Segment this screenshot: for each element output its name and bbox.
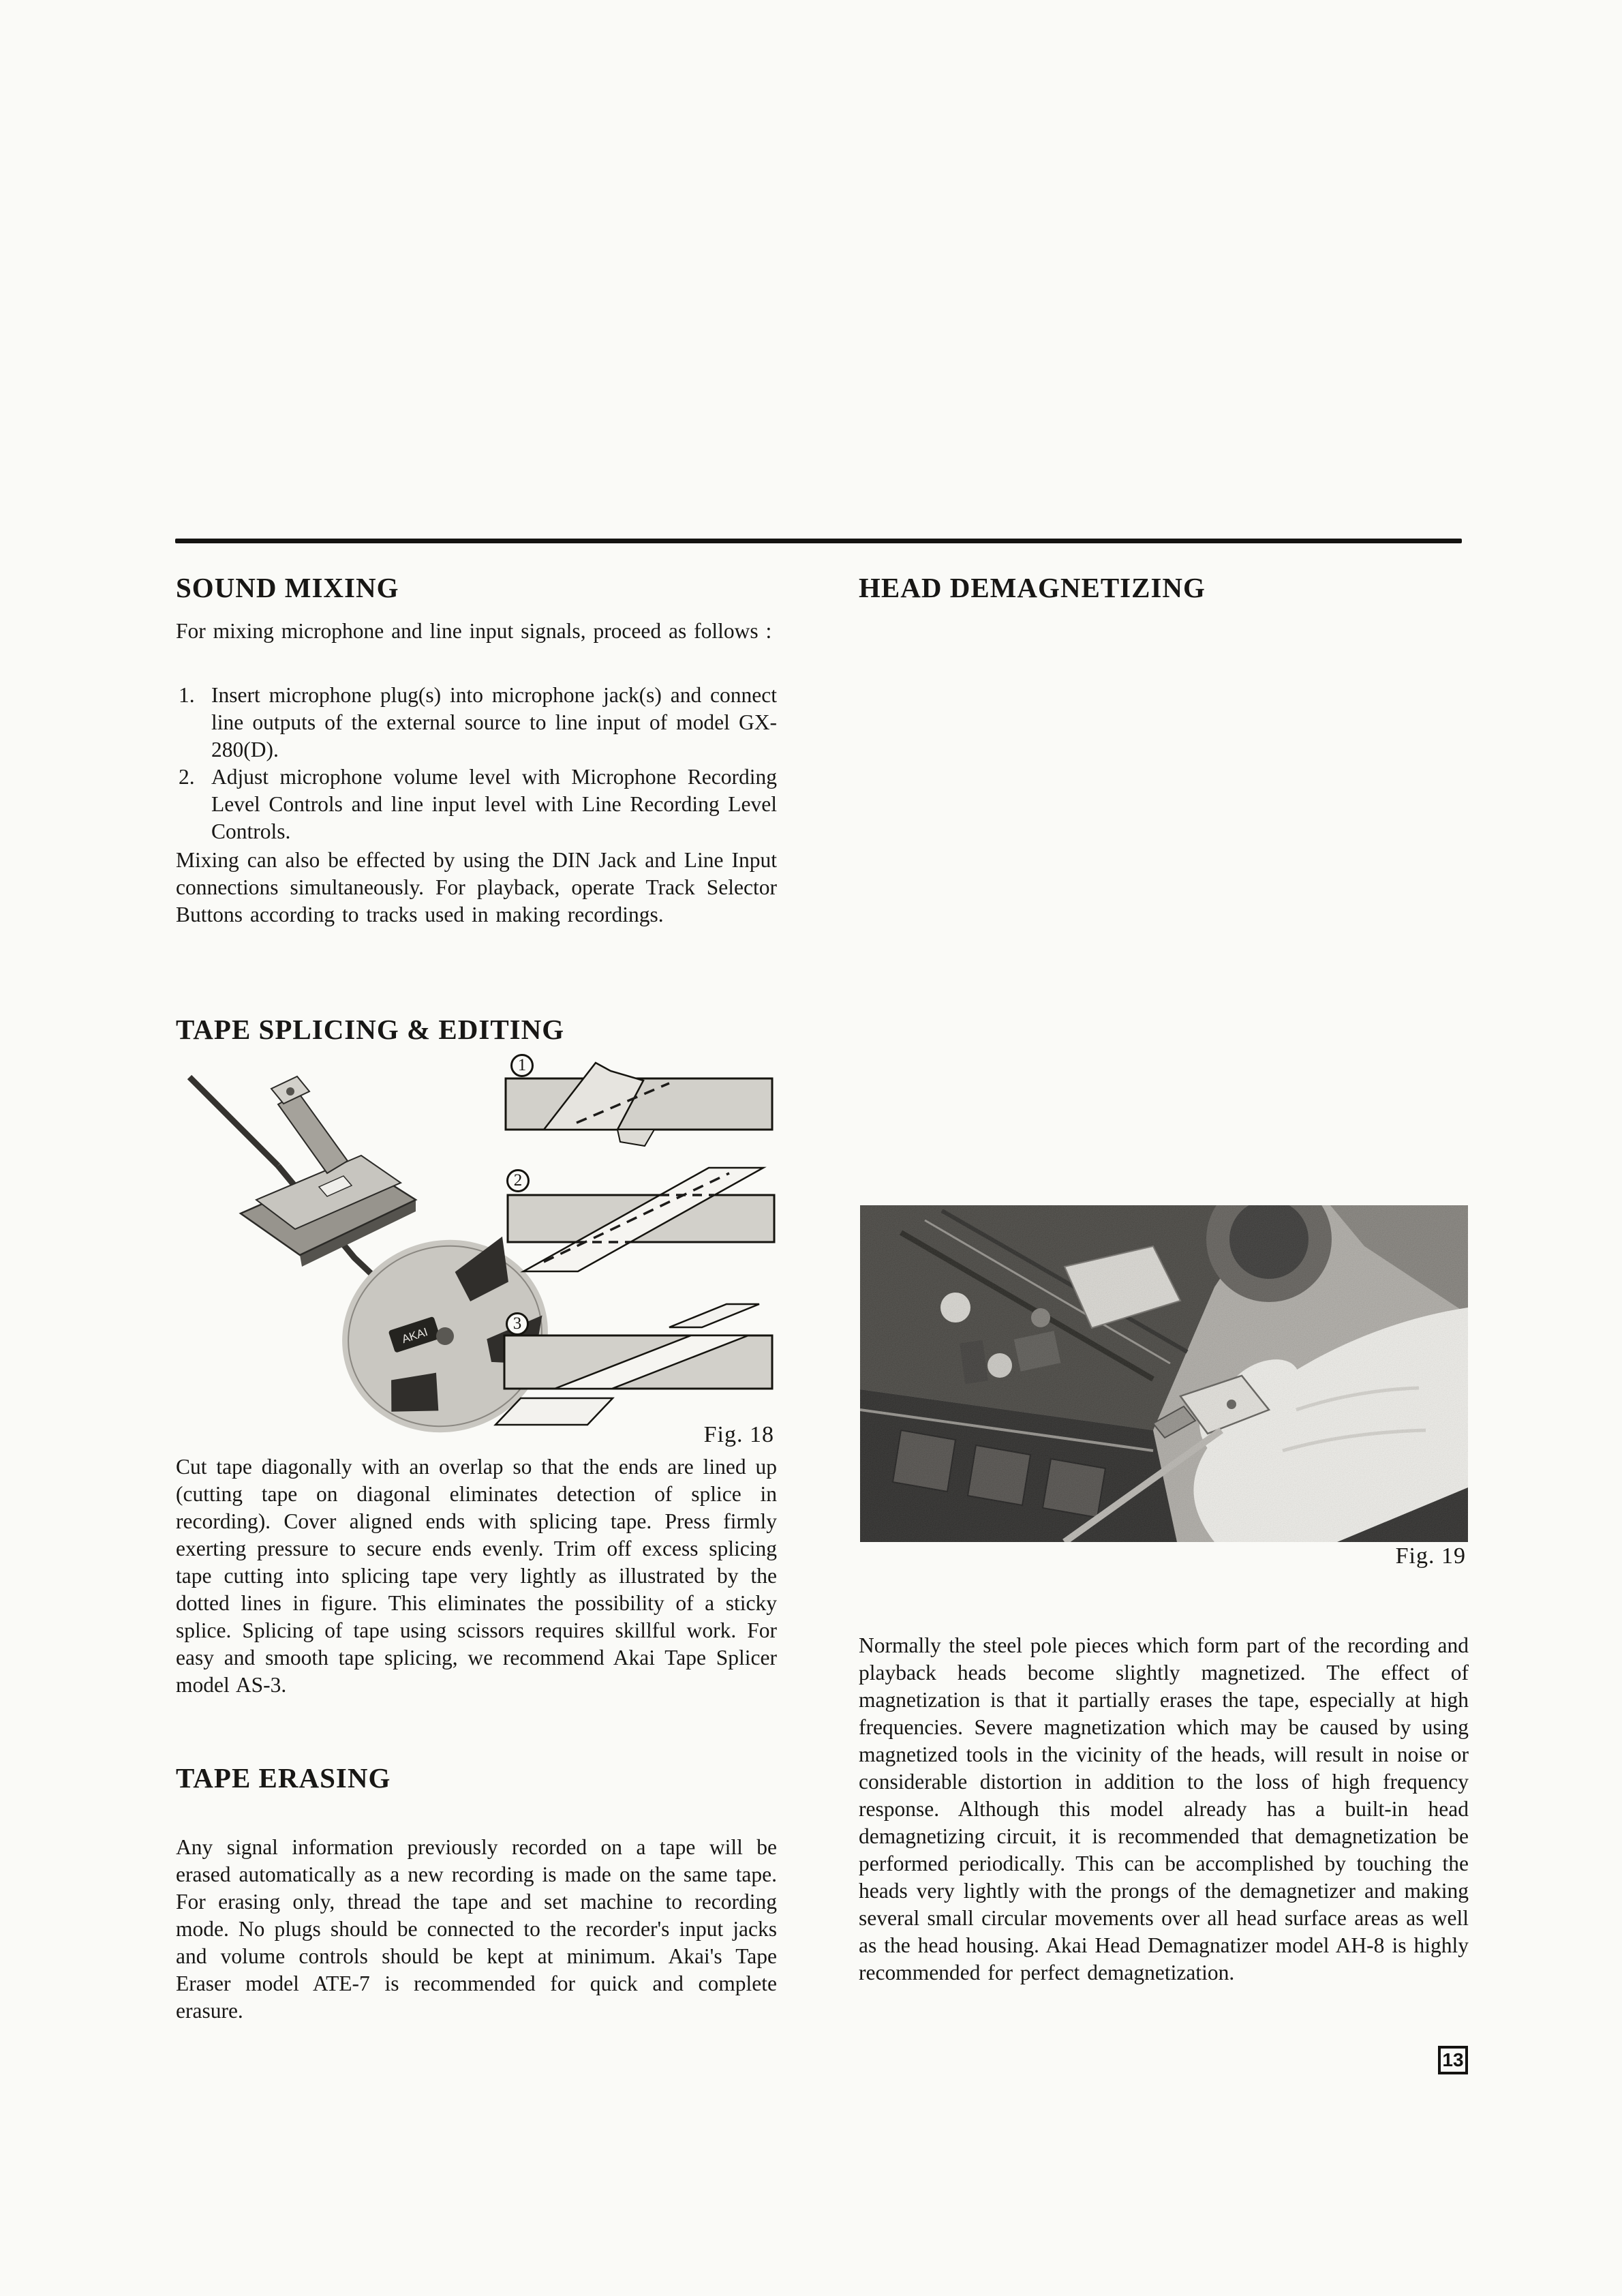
tape-splicer-illustration bbox=[176, 1053, 777, 1449]
tape-line bbox=[189, 1077, 278, 1166]
list-item bbox=[176, 764, 777, 845]
list-item-number: 1. bbox=[179, 683, 195, 707]
diagram-step-2-label: 2 bbox=[506, 1169, 530, 1192]
left-column bbox=[176, 0, 777, 2296]
head-demagnetizing-body: Normally the steel pole pieces which form part of the recording and playback heads become slightly magnetized. The effect of magnetization is that it partially erases the tape, especially at high frequencies. Severe magnetization which may be caused by using magnetized tools in the vicinity of the heads, will result in noise or considerable distortion in addition to the loss of high frequency response. Although this model already has a built-in head demagnetizing circuit, it is recommended that demagnetization be performed periodically. This can be accomplished by touching the heads very lightly with the prongs of the demagnetizer and making several small circular movements over all head surface areas as well as the head housing. Akai Head Demagnatizer model AH-8 is highly recommended for perfect demagnetization. bbox=[859, 1633, 1469, 1984]
sound-mixing-list bbox=[176, 682, 777, 845]
list-item-text: Adjust microphone volume level with Microphone Recording Level Controls and line input level with Line Recording Level Controls. bbox=[211, 765, 777, 843]
heading-head-demagnetizing: HEAD DEMAGNETIZING bbox=[859, 572, 1206, 603]
page-number: 13 bbox=[1438, 2046, 1468, 2074]
diagram-step-1-label: 1 bbox=[510, 1054, 534, 1077]
fig18-figure bbox=[176, 1053, 777, 1449]
tape-splicing-body: Cut tape diagonally with an overlap so that the ends are lined up (cutting tape on diagonal eliminates detection of splice in recording). Cover aligned ends with splicing tape. Press firmly exerting pressure to secure ends evenly. Trim off excess splicing tape cutting into splicing tape very lightly as illustrated by the dotted lines in figure. This eliminates the possibility of a sticky splice. Splicing of tape using scissors requires skillful work. For easy and smooth tape splicing, we recommend Akai Tape Splicer model AS-3. bbox=[176, 1455, 777, 1697]
reel-brand-label: AKAI bbox=[400, 1325, 429, 1346]
fig19-photo-art bbox=[860, 1205, 1468, 1542]
head-demagnetizing-photo bbox=[860, 1205, 1468, 1542]
splice-step2-diagram bbox=[508, 1168, 774, 1271]
list-item-number: 2. bbox=[179, 765, 195, 789]
sound-mixing-outro: Mixing can also be effected by using the DIN Jack and Line Input connections simultaneously. For playback, operate Track Selector Buttons according to tracks used in making recordings. bbox=[176, 848, 777, 926]
tape-splicer-device bbox=[241, 1076, 416, 1267]
sound-mixing-intro: For mixing microphone and line input signals, proceed as follows : bbox=[176, 619, 772, 643]
heading-tape-erasing: TAPE ERASING bbox=[176, 1762, 391, 1794]
heading-tape-splicing: TAPE SPLICING & EDITING bbox=[176, 1014, 565, 1045]
fig18-caption: Fig. 18 bbox=[703, 1422, 774, 1447]
tape-erasing-body: Any signal information previously recorded on a tape will be erased automatically as a new recording is made on the same tape. For erasing only, thread the tape and set machine to recording mode. No plugs should be connected to the recorder's input jacks and volume controls should be kept at minimum. Akai's Tape Eraser model ATE-7 is recommended for quick and complete erasure. bbox=[176, 1835, 777, 2023]
list-item-text: Insert microphone plug(s) into microphone jack(s) and connect line outputs of the external source to line input of model GX-280(D). bbox=[211, 683, 777, 761]
right-column bbox=[859, 0, 1469, 2296]
list-item bbox=[176, 682, 777, 764]
splice-step1-diagram bbox=[506, 1063, 772, 1146]
diagram-step-3-label: 3 bbox=[506, 1312, 529, 1335]
fig19-caption: Fig. 19 bbox=[1395, 1543, 1466, 1569]
heading-sound-mixing: SOUND MIXING bbox=[176, 572, 399, 603]
